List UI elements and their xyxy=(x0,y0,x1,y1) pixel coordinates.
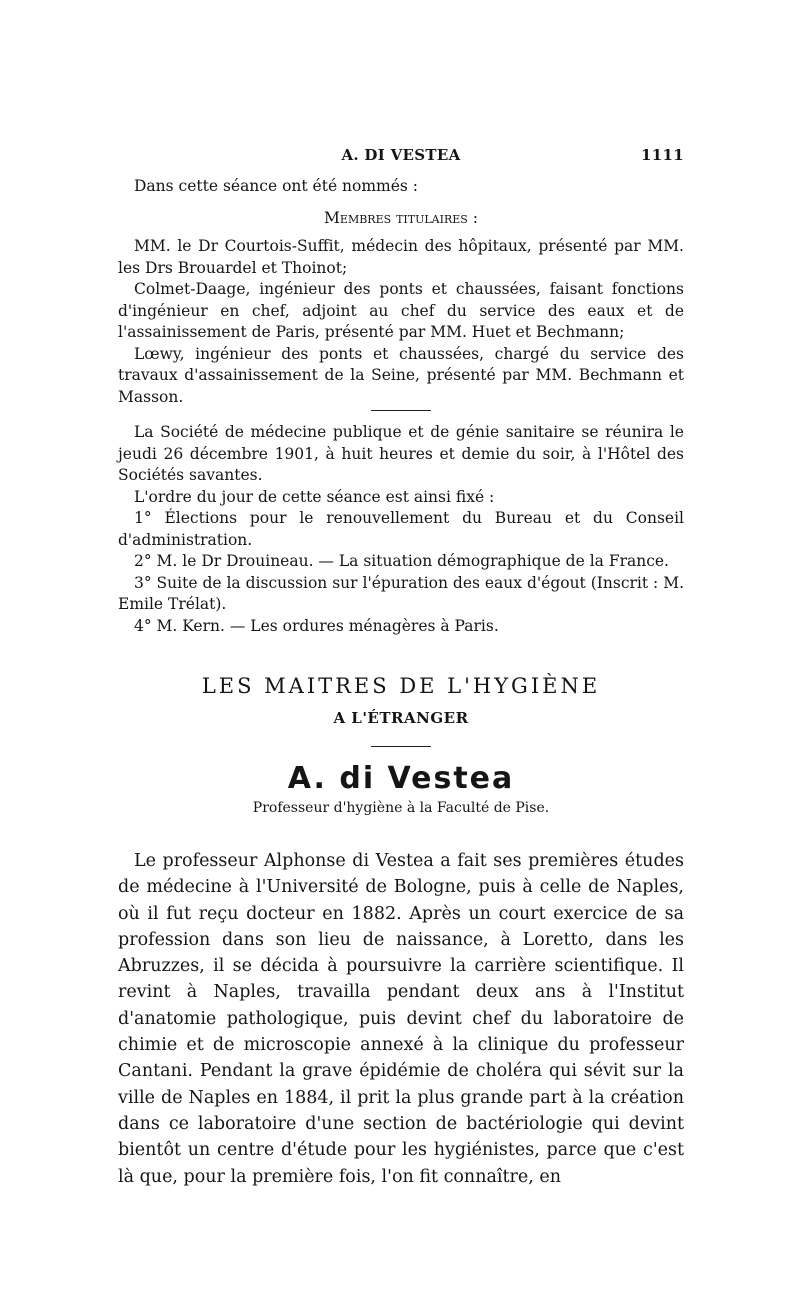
running-title: A. DI VESTEA xyxy=(341,146,461,164)
page-number: 1111 xyxy=(641,146,684,164)
agenda-item: 1° Élections pour le renouvellement du Bureau et du Conseil d'administration. xyxy=(118,509,684,549)
agenda-item: 3° Suite de la discussion sur l'épuration des eaux d'égout (Inscrit : M. Emile Trélat). xyxy=(118,573,684,613)
member-entry: Lœwy, ingénieur des ponts et chaussées, chargé du service des travaux d'assainissement de la Seine, présenté par MM. Bechmann et Masson. xyxy=(118,344,684,406)
members-heading: Membres titulaires : xyxy=(324,208,478,227)
article-heading xyxy=(118,761,684,819)
article-body xyxy=(118,848,684,1190)
member-entry: MM. le Dr Courtois-Suffit, médecin des hôpitaux, présenté par MM. les Drs Brouardel et Thoinot; xyxy=(118,237,684,277)
agenda-intro: L'ordre du jour de cette séance est ainsi fixé : xyxy=(134,487,495,506)
agenda-item: 4° M. Kern. — Les ordures ménagères à Paris. xyxy=(134,616,499,635)
article-title: A. di Vestea xyxy=(287,761,515,796)
divider xyxy=(371,410,431,411)
section-heading xyxy=(118,676,684,729)
running-header xyxy=(118,146,684,170)
divider xyxy=(371,746,431,747)
minutes-section xyxy=(118,176,684,408)
announcement-text: La Société de médecine publique et de génie sanitaire se réunira le jeudi 26 décembre 1901, à huit heures et demie du soir, à l'Hôtel des Sociétés savantes. xyxy=(118,423,684,484)
section-title: LES MAITRES DE L'HYGIÈNE xyxy=(201,674,601,698)
agenda-item: 2° M. le Dr Drouineau. — La situation démographique de la France. xyxy=(134,552,669,570)
intro-line: Dans cette séance ont été nommés : xyxy=(134,177,419,195)
announcement-section xyxy=(118,422,684,637)
section-subtitle: A L'ÉTRANGER xyxy=(333,708,469,727)
article-subtitle: Professeur d'hygiène à la Faculté de Pise. xyxy=(252,799,550,816)
article-paragraph: Le professeur Alphonse di Vestea a fait ses premières études de médecine à l'Université de Bologne, puis à celle de Naples, où il fut reçu docteur en 1882. Après un court exercice de sa profession dans son lieu de naissance, à Loretto, dans les Abruzzes, il se décida à poursuivre la carrière scientifique. Il revint à Naples, travailla pendant deux ans à l'Institut d'anatomie pathologique, puis devint chef du laboratoire de chimie et de microscopie annexé à la clinique du professeur Cantani. Pendant la grave épidémie de choléra qui sévit sur la ville de Naples en 1884, il prit la plus grande part à la création dans ce laboratoire d'une section de bactériologie qui devint bientôt un centre d'étude pour les hygiénistes, parce que c'est là que, pour la première fois, l'on fit connaître, en xyxy=(118,851,684,1187)
member-entry: Colmet-Daage, ingénieur des ponts et chaussées, faisant fonctions d'ingénieur en chef, adjoint au chef du service des eaux et de l'assainissement de Paris, présenté par MM. Huet et Bechmann; xyxy=(118,280,684,341)
